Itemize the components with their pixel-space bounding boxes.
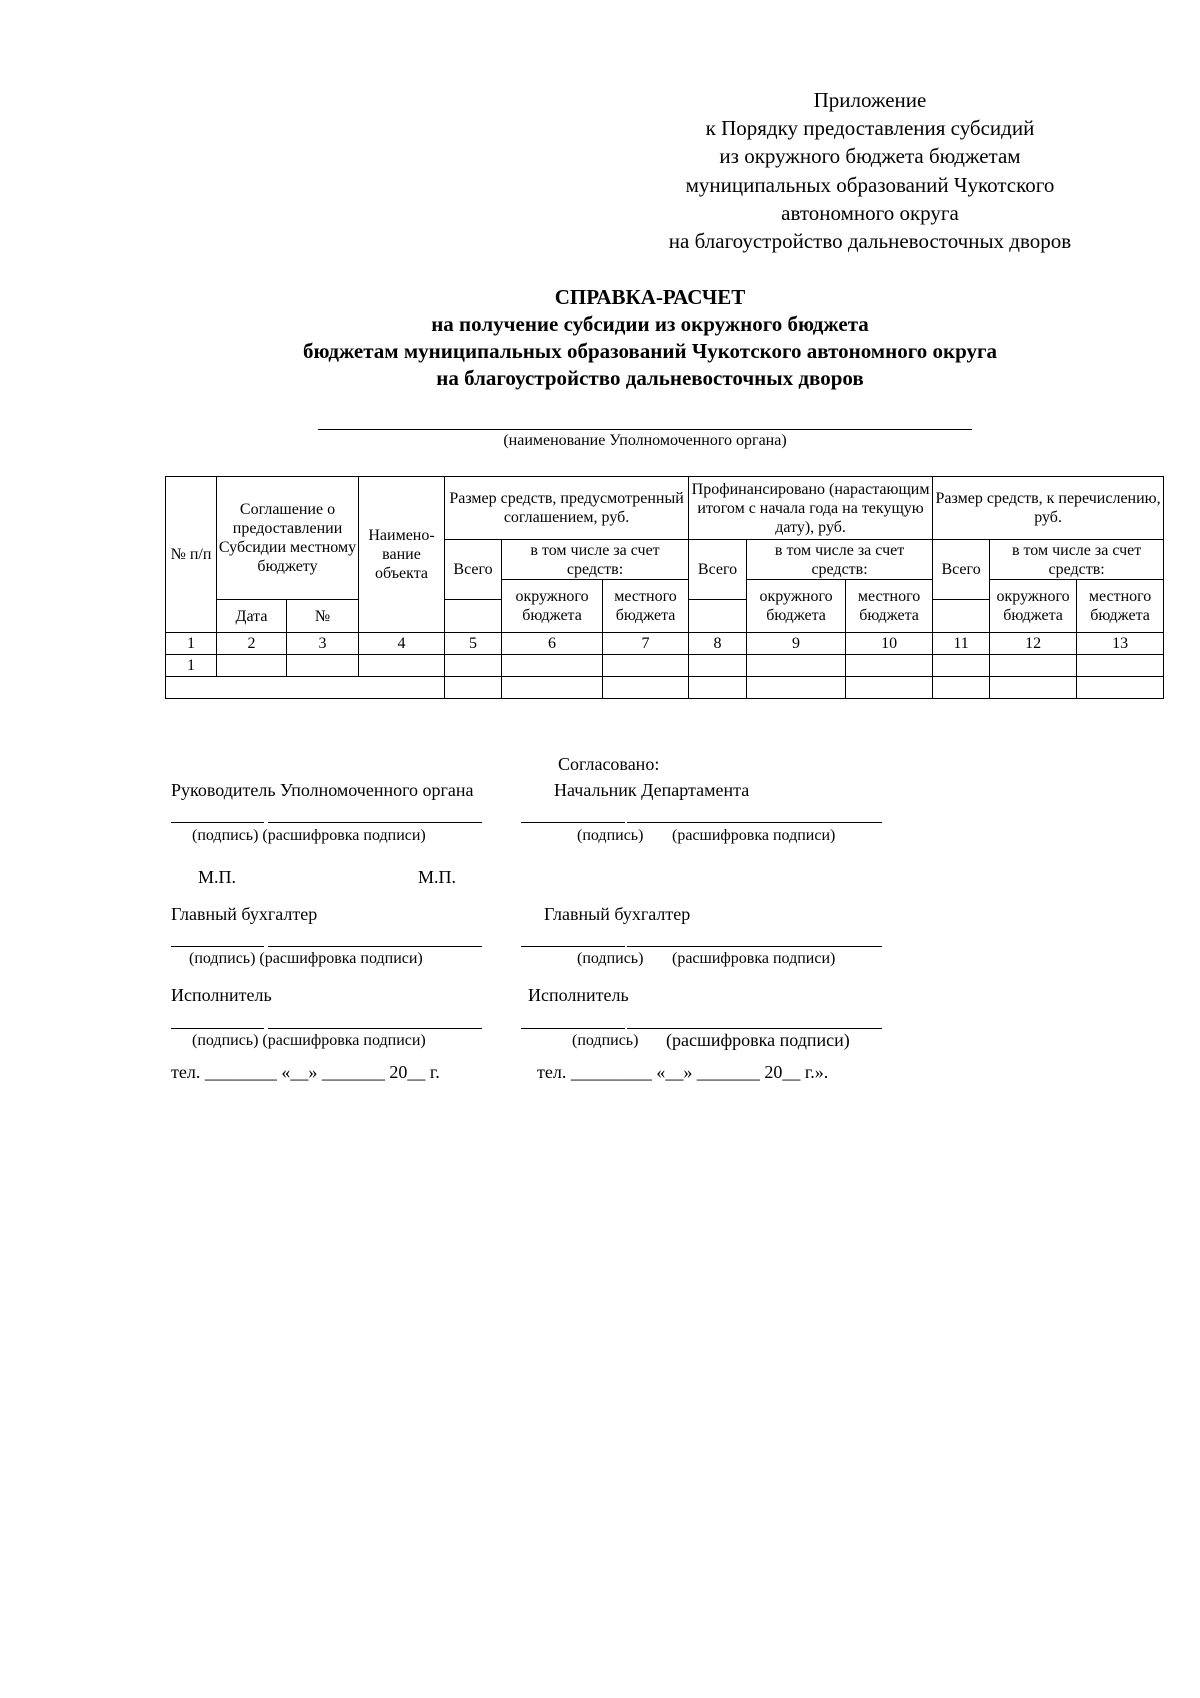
- header-local-3: местного бюджета: [1077, 580, 1164, 633]
- table-cell: [846, 677, 933, 699]
- table-cell: [603, 677, 689, 699]
- table-cell: [747, 677, 846, 699]
- department-head-label: Начальник Департамента: [554, 780, 750, 800]
- signature-line: [521, 946, 625, 947]
- col-number: 5: [445, 633, 502, 655]
- signature-caption: (подпись): [572, 1032, 639, 1049]
- phone-date-right: тел. _________ «__» _______ 20__ г.».: [537, 1062, 829, 1082]
- signature-name-line: [627, 1028, 882, 1029]
- header-total-2: Всего: [689, 540, 747, 600]
- calculation-table: [165, 476, 1164, 699]
- appendix-header: [620, 86, 1120, 255]
- stamp-label: М.П.: [418, 867, 457, 887]
- signature-caption: (подпись) (расшифровка подписи): [192, 1032, 426, 1049]
- signature-line: [521, 1028, 625, 1029]
- phone-date-left: тел. ________ «__» _______ 20__ г.: [171, 1062, 440, 1082]
- header-local-2: местного бюджета: [846, 580, 933, 633]
- col-number: 7: [603, 633, 689, 655]
- col-number: 11: [933, 633, 990, 655]
- signature-name-caption: (расшифровка подписи): [666, 1030, 850, 1050]
- signature-line: [521, 822, 625, 823]
- table-cell: [1077, 655, 1164, 677]
- appendix-line-2: к Порядку предоставления субсидий: [705, 116, 1035, 141]
- signature-name-line: [627, 946, 882, 947]
- table-cell: [287, 655, 359, 677]
- title-line-3: бюджетам муниципальных образований Чукотского автономного округа: [302, 339, 998, 363]
- table-cell: [217, 655, 287, 677]
- chief-accountant-label: Главный бухгалтер: [544, 904, 691, 924]
- header-num: № п/п: [166, 477, 217, 633]
- header-district-1: окружного бюджета: [502, 580, 603, 633]
- document-title: [100, 284, 1200, 392]
- col-number: 13: [1077, 633, 1164, 655]
- col-number: 6: [502, 633, 603, 655]
- col-number: 10: [846, 633, 933, 655]
- table-cell: [502, 677, 603, 699]
- title-line-4: на благоустройство дальневосточных дворов: [436, 366, 864, 390]
- title-line-2: на получение субсидии из окружного бюджета: [431, 312, 869, 336]
- appendix-line-6: на благоустройство дальневосточных дворов: [668, 229, 1072, 254]
- table-cell: [933, 677, 990, 699]
- col-number: 1: [166, 633, 217, 655]
- signature-name-line: [268, 1028, 482, 1029]
- col-number: 2: [217, 633, 287, 655]
- header-no: №: [287, 600, 359, 633]
- signature-caption: (подпись): [577, 827, 644, 844]
- signature-name-line: [268, 946, 482, 947]
- signature-caption: (подпись): [577, 950, 644, 967]
- header-incl-2: в том числе за счет средств:: [747, 540, 933, 580]
- signature-line: [171, 822, 264, 823]
- table-cell: [502, 655, 603, 677]
- table-cell: [603, 655, 689, 677]
- table-cell: [359, 655, 445, 677]
- header-agreement: Соглашение о предоставлении Субсидии местному бюджету: [217, 477, 359, 600]
- signature-caption: (подпись) (расшифровка подписи): [192, 827, 426, 844]
- header-size: Размер средств, предусмотренный соглашением, руб.: [445, 477, 689, 540]
- table-cell: [166, 677, 445, 699]
- appendix-line-4: муниципальных образований Чукотского: [685, 172, 1055, 197]
- header-transfer: Размер средств, к перечислению, руб.: [933, 477, 1164, 540]
- title-line-1: СПРАВКА-РАСЧЕТ: [554, 285, 746, 309]
- col-number: 8: [689, 633, 747, 655]
- header-financed: Профинансировано (нарастающим итогом с начала года на текущую дату), руб.: [689, 477, 933, 540]
- header-local-1: местного бюджета: [603, 580, 689, 633]
- stamp-label: М.П.: [198, 867, 237, 887]
- agreed-label: Согласовано:: [558, 754, 660, 774]
- authorized-head-label: Руководитель Уполномоченного органа: [171, 780, 474, 800]
- signature-line: [171, 1028, 264, 1029]
- header-district-3: окружного бюджета: [990, 580, 1077, 633]
- organ-name-caption: (наименование Уполномоченного органа): [503, 432, 787, 449]
- col-number: 3: [287, 633, 359, 655]
- executor-label: Исполнитель: [528, 985, 629, 1005]
- signature-name-caption: (расшифровка подписи): [672, 950, 836, 967]
- table-cell: [1077, 677, 1164, 699]
- table-cell: [689, 655, 747, 677]
- table-cell: [445, 655, 502, 677]
- col-number: 12: [990, 633, 1077, 655]
- col-number: 9: [747, 633, 846, 655]
- col-number: 4: [359, 633, 445, 655]
- appendix-line-3: из окружного бюджета бюджетам: [719, 144, 1021, 169]
- table-cell: [990, 655, 1077, 677]
- header-incl-3: в том числе за счет средств:: [990, 540, 1164, 580]
- chief-accountant-label: Главный бухгалтер: [171, 904, 318, 924]
- row1-num: 1: [166, 655, 217, 677]
- table-cell: [933, 655, 990, 677]
- header-total-1: Всего: [445, 540, 502, 600]
- signature-name-line: [268, 822, 482, 823]
- signature-name-caption: (расшифровка подписи): [672, 827, 836, 844]
- header-district-2: окружного бюджета: [747, 580, 846, 633]
- appendix-line-5: автономного округа: [781, 200, 959, 225]
- header-object: Наимено- вание объекта: [359, 477, 445, 633]
- signature-caption: (подпись) (расшифровка подписи): [189, 950, 423, 967]
- signature-line: [171, 946, 264, 947]
- table-cell: [846, 655, 933, 677]
- signature-name-line: [627, 822, 882, 823]
- header-total-3: Всего: [933, 540, 990, 600]
- table-cell: [990, 677, 1077, 699]
- appendix-line-1: Приложение: [813, 88, 927, 112]
- table-cell: [689, 677, 747, 699]
- table-cell: [747, 655, 846, 677]
- organ-name-line: [318, 429, 972, 430]
- header-date: Дата: [217, 600, 287, 633]
- table-cell: [445, 677, 502, 699]
- header-incl-1: в том числе за счет средств:: [502, 540, 689, 580]
- executor-label: Исполнитель: [171, 985, 272, 1005]
